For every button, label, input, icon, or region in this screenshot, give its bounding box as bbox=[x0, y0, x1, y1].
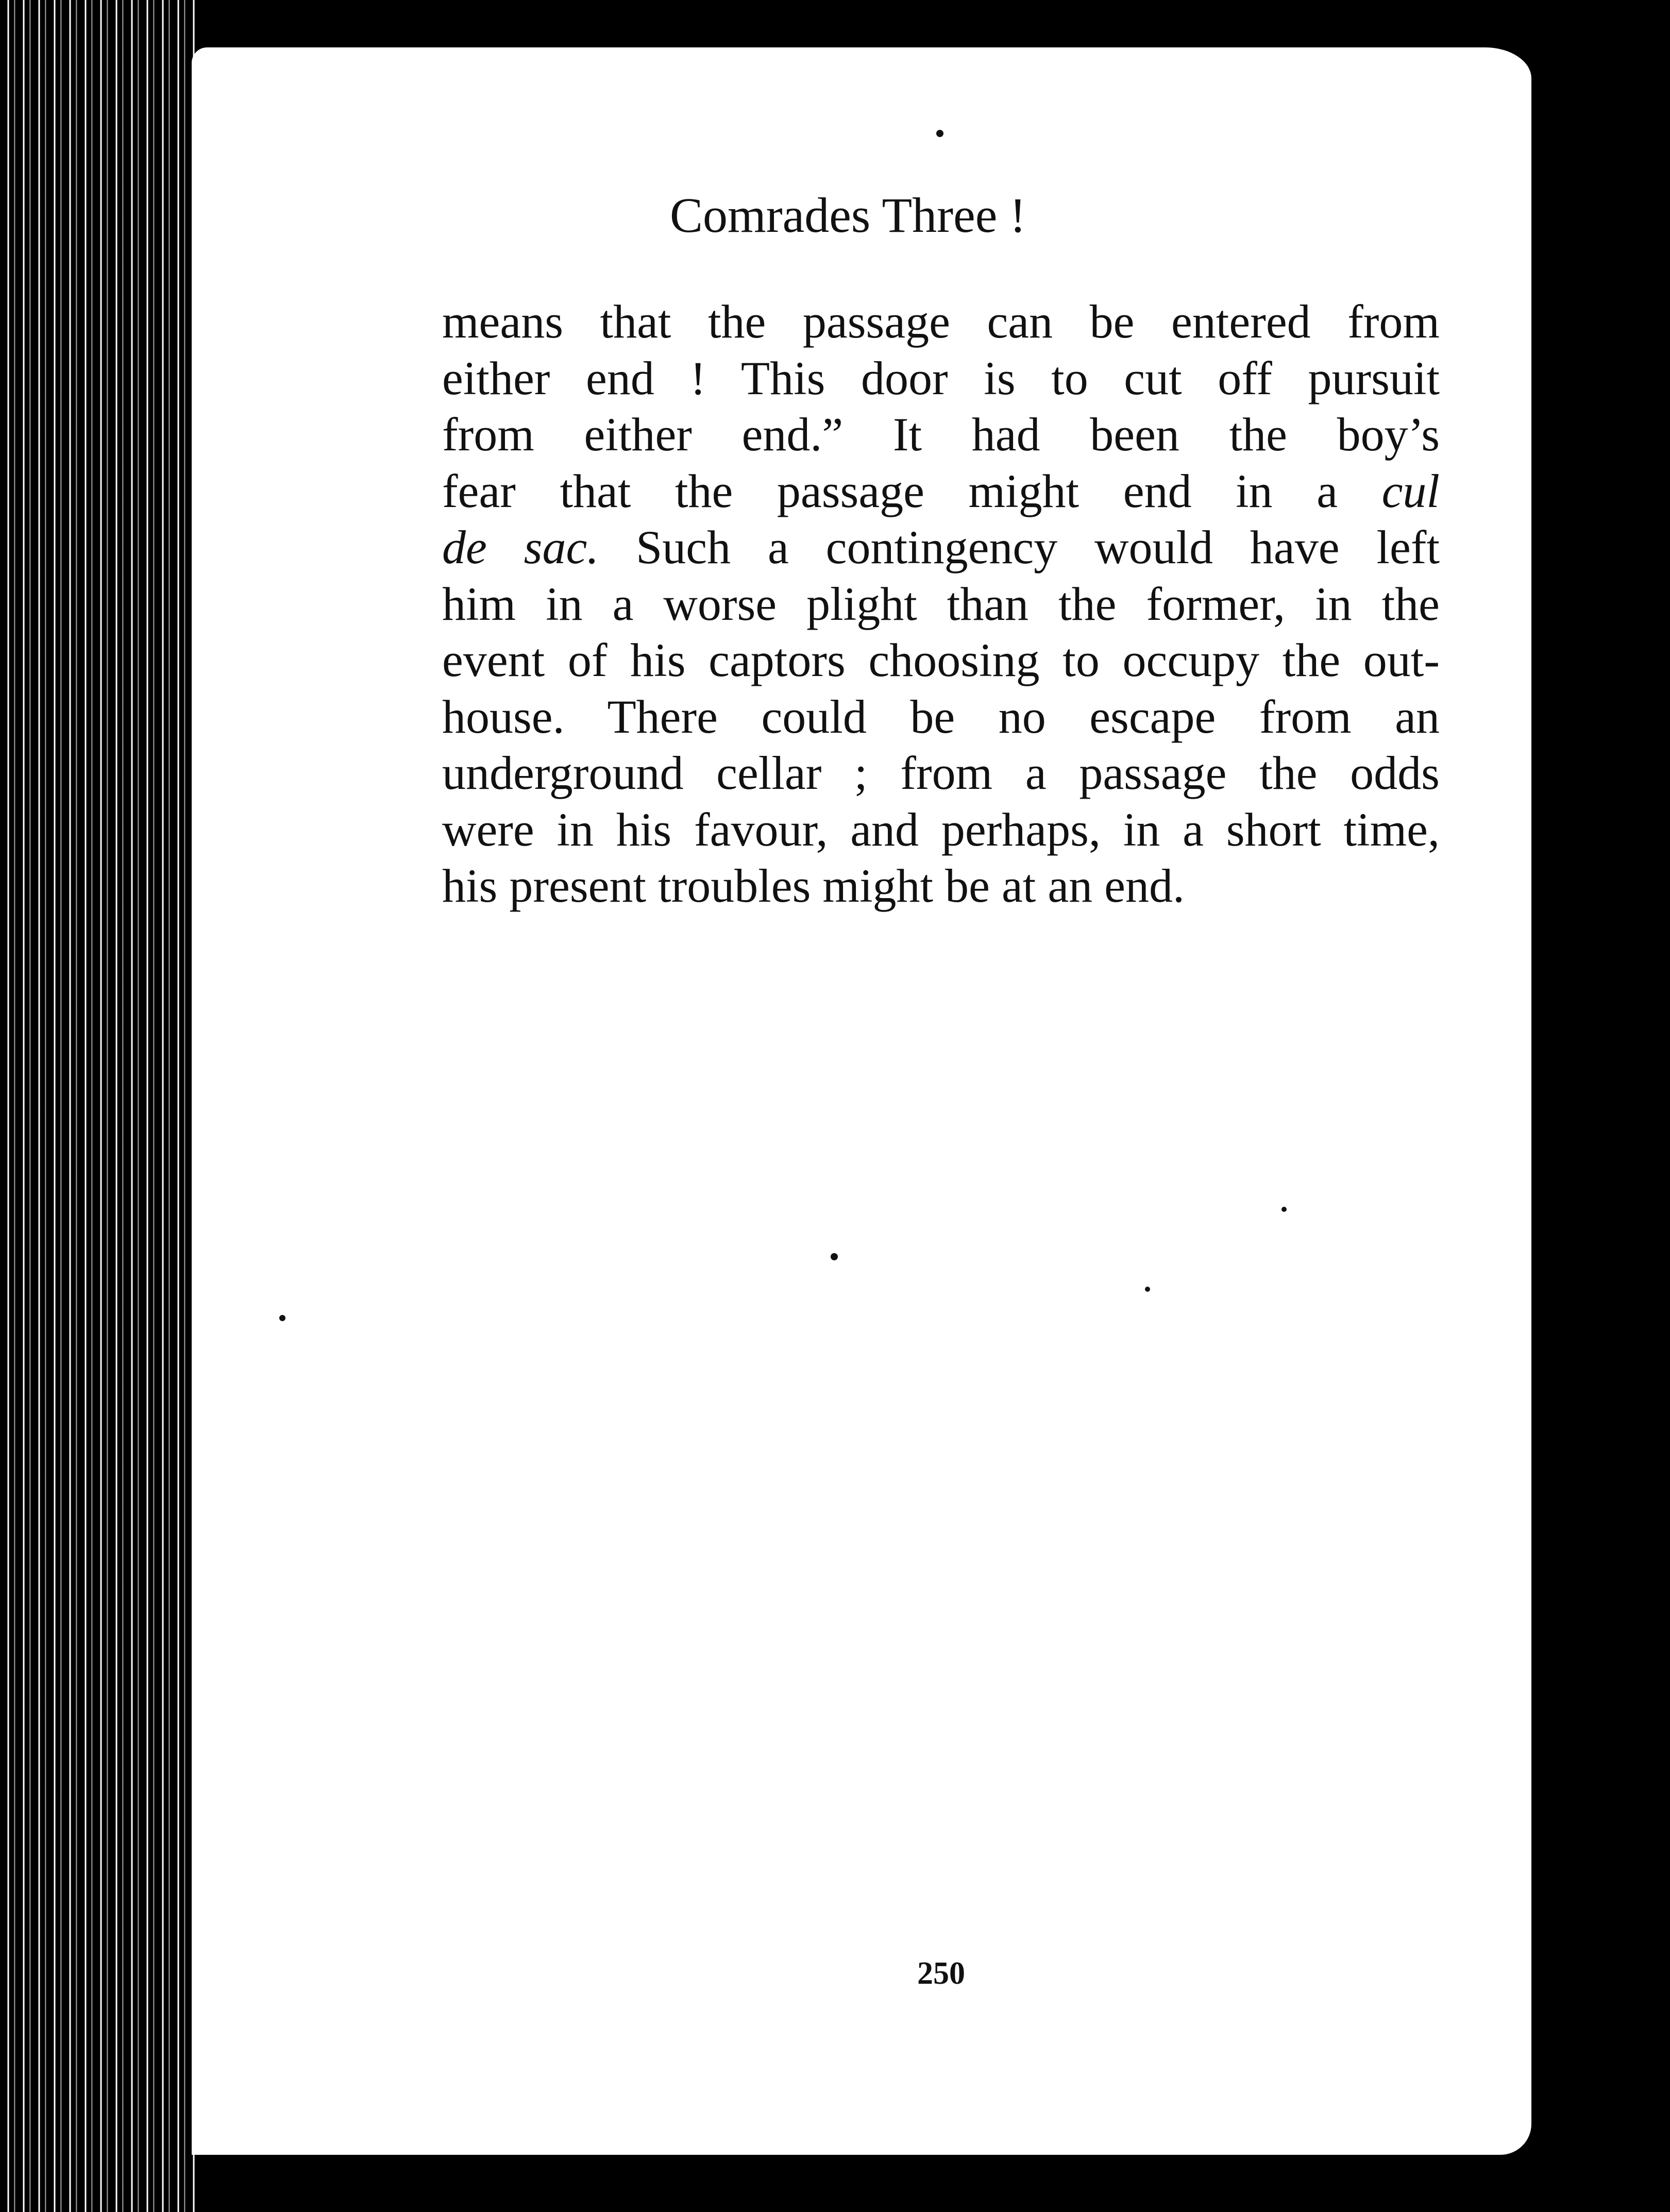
book-spine-edge bbox=[0, 0, 196, 2212]
ink-speck bbox=[1281, 1207, 1287, 1212]
page-number: 250 bbox=[917, 1956, 965, 1991]
ink-speck bbox=[1145, 1287, 1150, 1292]
text-line bbox=[442, 519, 1440, 576]
text-line: means that the passage can be entered from bbox=[442, 295, 1440, 348]
text-run: Such a contingency would have left bbox=[599, 521, 1440, 573]
ink-speck bbox=[279, 1315, 285, 1321]
text-line bbox=[442, 463, 1440, 520]
italic-text: cul bbox=[1381, 464, 1440, 517]
page-right-shadow bbox=[1525, 103, 1670, 2212]
running-head: Comrades Three ! bbox=[670, 188, 1026, 243]
body-text bbox=[442, 294, 1440, 915]
text-line: his present troubles might be at an end. bbox=[442, 859, 1185, 912]
text-run: fear that the passage might end in a bbox=[442, 464, 1382, 517]
text-line: from either end.” It had been the boy’s bbox=[442, 408, 1440, 461]
ink-speck bbox=[936, 130, 943, 137]
ink-speck bbox=[831, 1253, 838, 1260]
text-line: event of his captors choosing to occupy the out- bbox=[442, 634, 1440, 686]
italic-text: de sac. bbox=[442, 521, 599, 573]
text-line: were in his favour, and perhaps, in a short time, bbox=[442, 803, 1440, 856]
text-line: him in a worse plight than the former, in the bbox=[442, 577, 1440, 630]
text-line: either end ! This door is to cut off pursuit bbox=[442, 351, 1440, 404]
text-line: underground cellar ; from a passage the odds bbox=[442, 747, 1440, 799]
text-line: house. There could be no escape from an bbox=[442, 690, 1440, 743]
